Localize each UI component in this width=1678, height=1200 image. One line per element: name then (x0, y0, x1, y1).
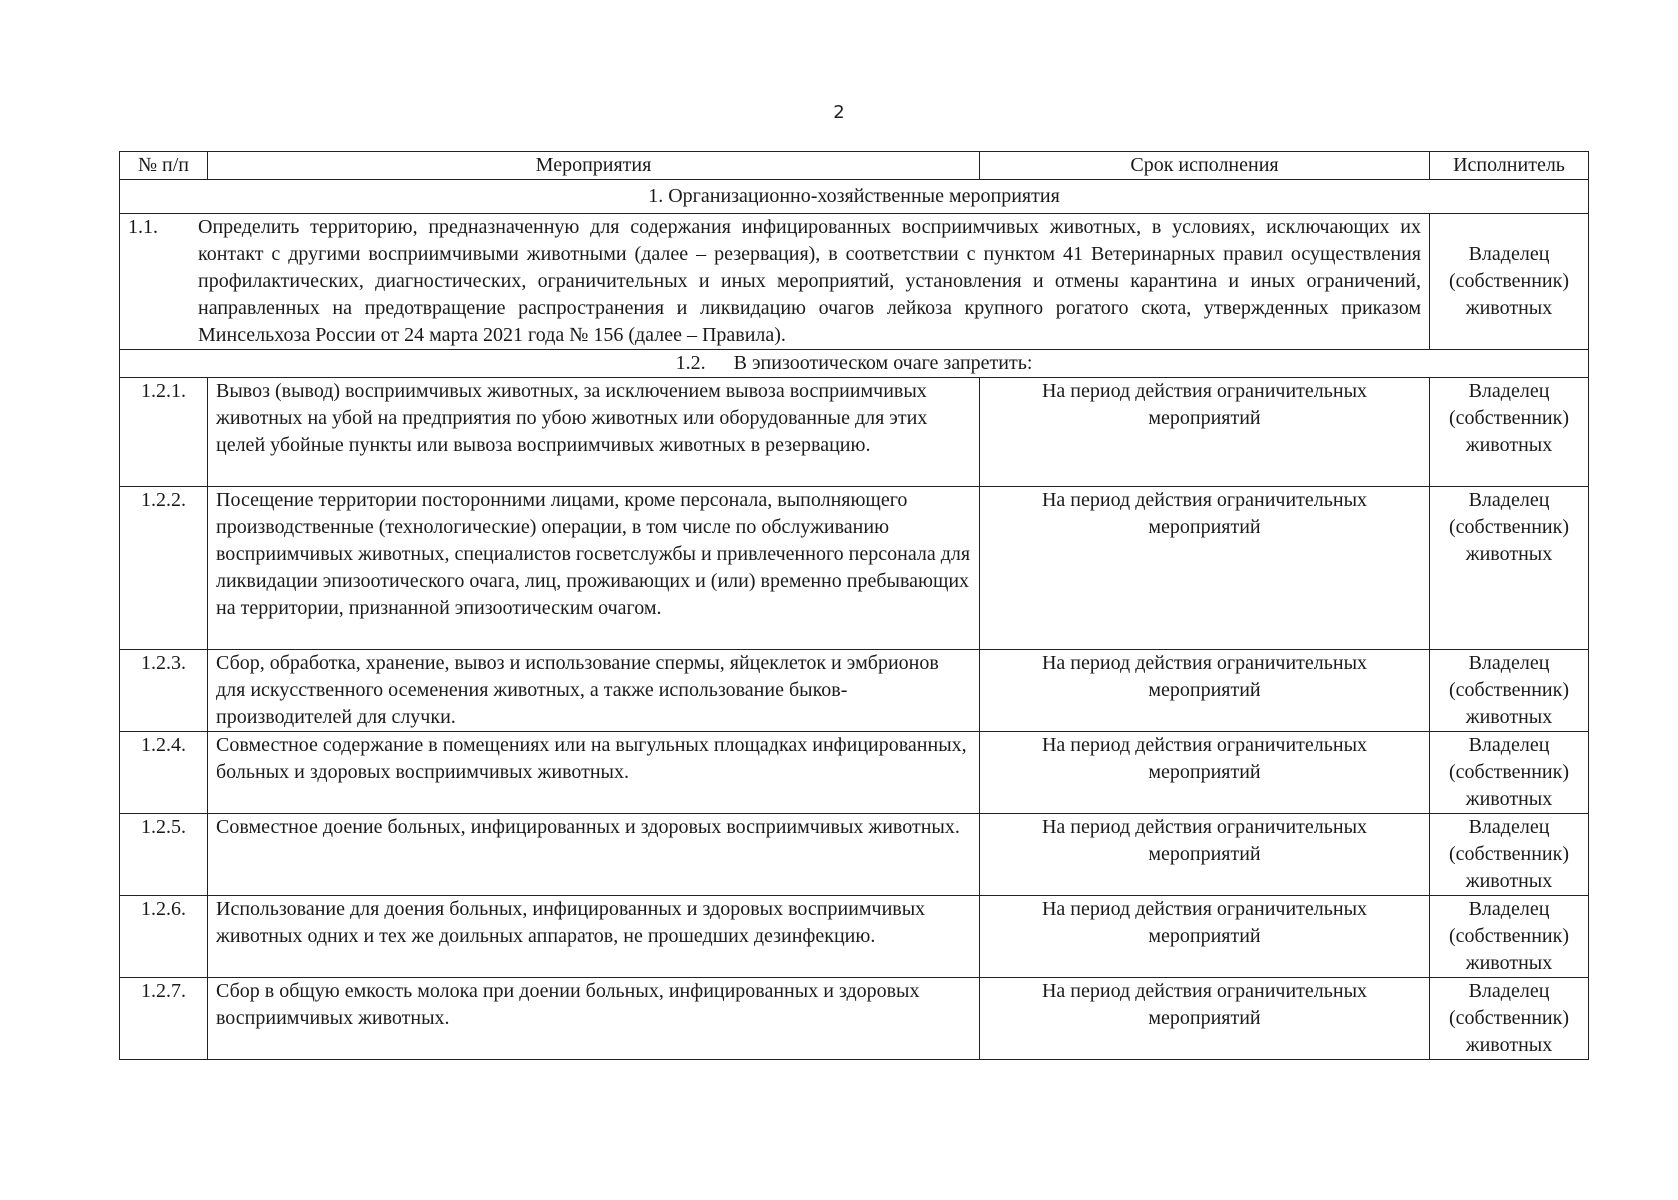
item-1-2-num: 1.2. (675, 352, 706, 374)
row-executor: Владелец (собственник) животных (1430, 650, 1589, 732)
row-num: 1.2.1. (120, 378, 208, 487)
header-deadline: Срок исполнения (980, 152, 1430, 180)
row-num: 1.2.4. (120, 732, 208, 814)
row-num: 1.2.2. (120, 487, 208, 650)
row-num: 1.2.5. (120, 814, 208, 896)
item-1-1-text: Определить территорию, предназначенную для содержания инфицированных восприимчивых животных, в условиях, исключающих их контакт с другими восприимчивыми животными (далее – резервация), в соответствии с пунктом 41 Ветеринарных правил осуществления профилактических, диагностических, ограничительных и иных мероприятий, установления и отмены карантина и иных ограничений, направленных на предотвращение распространения и ликвидацию очагов лейкоза крупного рогатого скота, утвержденных приказом Минсельхоза России от 24 марта 2021 года № 156 (далее – Правила). (198, 216, 1421, 346)
header-measures: Мероприятия (208, 152, 980, 180)
measures-table (119, 151, 1589, 1060)
header-executor: Исполнитель (1430, 152, 1589, 180)
row-deadline: На период действия ограничительных мероприятий (980, 650, 1430, 732)
row-text: Использование для доения больных, инфицированных и здоровых восприимчивых животных одних и тех же доильных аппаратов, не прошедших дезинфекцию. (208, 896, 980, 978)
row-text: Посещение территории посторонними лицами, кроме персонала, выполняющего производственные (технологические) операции, в том числе по обслуживанию восприимчивых животных, специалистов госветслужбы и привлеченного персонала для ликвидации эпизоотического очага, лиц, проживающих и (или) временно пребывающих на территории, признанной эпизоотическим очагом. (208, 487, 980, 650)
table-row-1-2-5 (120, 814, 1589, 896)
item-1-1-executor: Владелец (собственник) животных (1430, 214, 1589, 350)
row-executor: Владелец (собственник) животных (1430, 896, 1589, 978)
row-text: Совместное доение больных, инфицированных и здоровых восприимчивых животных. (208, 814, 980, 896)
table-row-1-2-4 (120, 732, 1589, 814)
row-executor: Владелец (собственник) животных (1430, 378, 1589, 487)
item-1-1-num: 1.1. (128, 216, 158, 238)
row-num: 1.2.6. (120, 896, 208, 978)
row-deadline: На период действия ограничительных мероприятий (980, 732, 1430, 814)
row-executor: Владелец (собственник) животных (1430, 732, 1589, 814)
table-row-1-2-1 (120, 378, 1589, 487)
row-text: Совместное содержание в помещениях или на выгульных площадках инфицированных, больных и здоровых восприимчивых животных. (208, 732, 980, 814)
table-row-1-1 (120, 214, 1589, 350)
section-row (120, 180, 1589, 214)
row-deadline: На период действия ограничительных мероприятий (980, 814, 1430, 896)
row-text: Вывоз (вывод) восприимчивых животных, за исключением вывоза восприимчивых животных на убой на предприятия по убою животных или оборудованные для этих целей убойные пункты или вывоза восприимчивых животных в резервацию. (208, 378, 980, 487)
row-deadline: На период действия ограничительных мероприятий (980, 896, 1430, 978)
header-num: № п/п (120, 152, 208, 180)
table-row-1-2-6 (120, 896, 1589, 978)
table-row-1-2-7 (120, 978, 1589, 1060)
row-deadline: На период действия ограничительных мероприятий (980, 378, 1430, 487)
row-executor: Владелец (собственник) животных (1430, 814, 1589, 896)
page-number: 2 (833, 102, 845, 123)
table-header-row (120, 152, 1589, 180)
table-row-1-2-2 (120, 487, 1589, 650)
row-num: 1.2.7. (120, 978, 208, 1060)
row-text: Сбор в общую емкость молока при доении больных, инфицированных и здоровых восприимчивых животных. (208, 978, 980, 1060)
table-row-1-2 (120, 350, 1589, 378)
item-1-2-text: В эпизоотическом очаге запретить: (733, 352, 1033, 374)
section-title: 1. Организационно-хозяйственные мероприятия (120, 180, 1589, 214)
item-1-2-cell (120, 350, 1589, 378)
table-row-1-2-3 (120, 650, 1589, 732)
row-num: 1.2.3. (120, 650, 208, 732)
row-executor: Владелец (собственник) животных (1430, 487, 1589, 650)
row-executor: Владелец (собственник) животных (1430, 978, 1589, 1060)
row-deadline: На период действия ограничительных мероприятий (980, 487, 1430, 650)
row-text: Сбор, обработка, хранение, вывоз и использование спермы, яйцеклеток и эмбрионов для искусственного осеменения животных, а также использование быков-производителей для случки. (208, 650, 980, 732)
row-deadline: На период действия ограничительных мероприятий (980, 978, 1430, 1060)
item-1-1-cell (120, 214, 1430, 350)
